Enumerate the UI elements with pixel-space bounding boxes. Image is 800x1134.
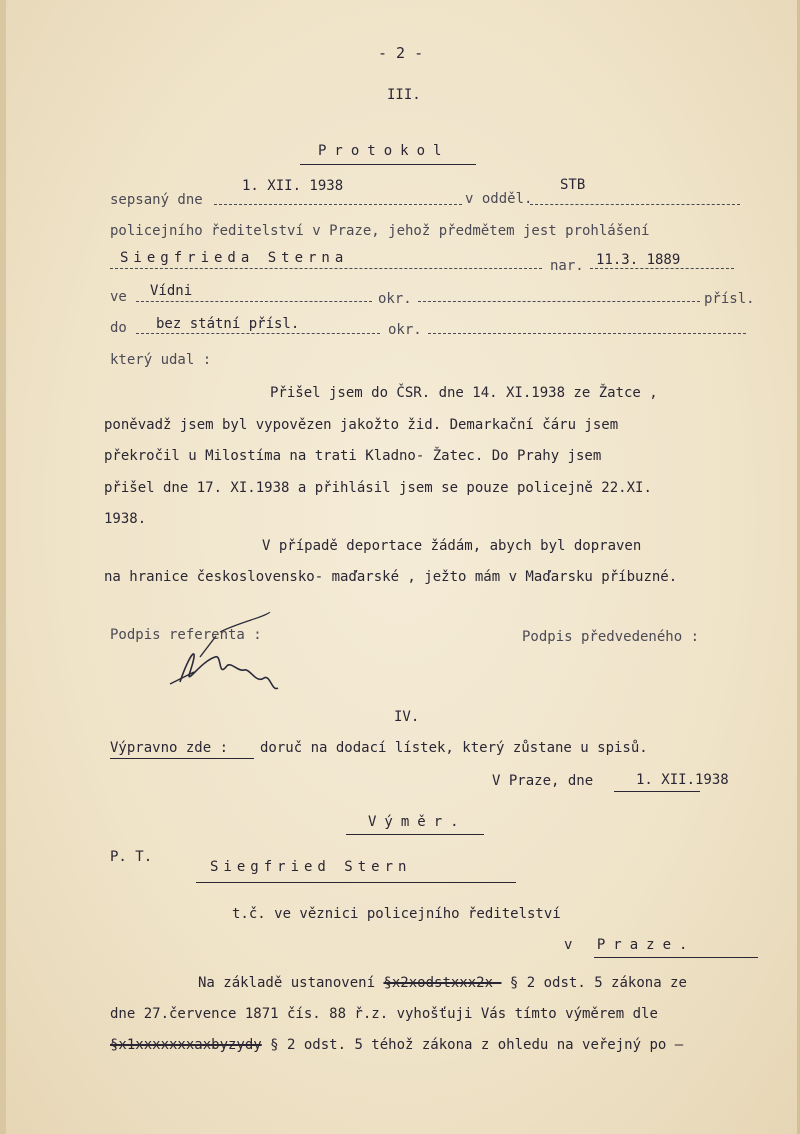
date-fill-line bbox=[214, 204, 462, 205]
page-number: - 2 - bbox=[378, 44, 424, 62]
okr2-fill-line bbox=[428, 333, 746, 334]
paper-edge-left bbox=[0, 0, 6, 1134]
do-fill-line bbox=[136, 333, 380, 334]
body-line-2 bbox=[110, 1005, 658, 1023]
ve-fill-line bbox=[136, 301, 372, 302]
statement-line-4: přišel dne 17. XI.1938 a přihlásil jsem se pouze policejně 22.XI. bbox=[104, 480, 652, 496]
oddel-fill-line bbox=[530, 204, 740, 205]
statement-line-7: na hranice československo- maďarské , ježto mám v Maďarsku příbuzné. bbox=[104, 569, 678, 585]
podpis-predvedeneho-label: Podpis předvedeného : bbox=[522, 629, 700, 645]
statement-line-2: poněvadž jsem byl vypovězen jakožto žid. Demarkační čáru jsem bbox=[104, 417, 619, 433]
v-praze-dne-value: 1. XII.1938 bbox=[636, 772, 729, 788]
prisl-label: přísl. bbox=[704, 291, 755, 307]
vypravno-underline bbox=[110, 758, 254, 759]
section-iv-heading: IV. bbox=[394, 709, 420, 725]
v-oddel-value: STB bbox=[560, 177, 586, 193]
handwritten-signature bbox=[160, 612, 285, 712]
vymer-title: Výměr. bbox=[368, 814, 467, 830]
body-line-2-pre: dne 27.července 1871 čís. 88 ř.z. vyhošťuji Vás tímto výměrem dle bbox=[110, 1006, 658, 1022]
ktery-udal-label: který udal : bbox=[110, 352, 212, 368]
nar-label: nar. bbox=[550, 258, 584, 274]
vymer-underline bbox=[346, 834, 484, 835]
birth-date: 11.3. 1889 bbox=[596, 252, 681, 268]
name-fill-line bbox=[110, 268, 542, 269]
okr-label: okr. bbox=[378, 291, 412, 307]
date-underline bbox=[614, 791, 700, 792]
vypravno-label: Výpravno zde : bbox=[110, 740, 229, 756]
statement-line-5: 1938. bbox=[104, 511, 147, 527]
body-line-1-post: § 2 odst. 5 zákona ze bbox=[509, 975, 687, 991]
body-line-3-post: § 2 odst. 5 téhož zákona z ohledu na veřejný po – bbox=[270, 1037, 684, 1053]
sepsany-dne-label: sepsaný dne bbox=[110, 192, 203, 208]
recipient-address: t.č. ve věznici policejního ředitelství bbox=[232, 906, 561, 922]
policejniho-line: policejního ředitelství v Praze, jehož předmětem jest prohlášení bbox=[110, 223, 650, 239]
pt-label: P. T. bbox=[110, 849, 153, 865]
protokol-underline bbox=[300, 164, 476, 165]
podpis-referenta-label: Podpis referenta : bbox=[110, 627, 262, 643]
ve-label: ve bbox=[110, 289, 127, 305]
okr-fill-line bbox=[418, 301, 700, 302]
city-underline bbox=[594, 957, 758, 958]
do-value: bez státní přísl. bbox=[156, 316, 300, 332]
body-line-3 bbox=[110, 1036, 683, 1054]
statement-line-1: Přišel jsem do ČSR. dne 14. XI.1938 ze Žatce , bbox=[270, 385, 658, 401]
birth-fill-line bbox=[590, 268, 734, 269]
vypravno-text: doruč na dodací lístek, který zůstane u spisů. bbox=[260, 740, 648, 756]
do-label: do bbox=[110, 320, 127, 336]
section-iii-heading: III. bbox=[387, 87, 421, 103]
ve-value: Vídni bbox=[150, 283, 193, 299]
protokol-title: Protokol bbox=[318, 143, 450, 159]
person-name: Siegfrieda Sterna bbox=[120, 250, 349, 266]
body-line-3-struck: §x1xxxxxxxaxbyzydy bbox=[110, 1037, 262, 1053]
recipient-underline bbox=[196, 882, 516, 883]
sepsany-dne-value: 1. XII. 1938 bbox=[242, 178, 344, 194]
recipient-name: Siegfried Stern bbox=[210, 859, 412, 875]
body-line-1 bbox=[198, 974, 687, 992]
v-praze-dne-label: V Praze, dne bbox=[492, 773, 594, 789]
statement-line-6: V případě deportace žádám, abych byl dopraven bbox=[262, 538, 642, 554]
body-line-1-pre: Na základě ustanovení bbox=[198, 975, 376, 991]
okr-label-2: okr. bbox=[388, 322, 422, 338]
recipient-city: v Praze. bbox=[564, 937, 696, 953]
statement-line-3: překročil u Milostíma na trati Kladno- Žatec. Do Prahy jsem bbox=[104, 448, 602, 464]
body-line-1-struck: §x2xodstxxx2x- bbox=[383, 975, 502, 991]
v-oddel-label: v odděl. bbox=[465, 191, 533, 207]
